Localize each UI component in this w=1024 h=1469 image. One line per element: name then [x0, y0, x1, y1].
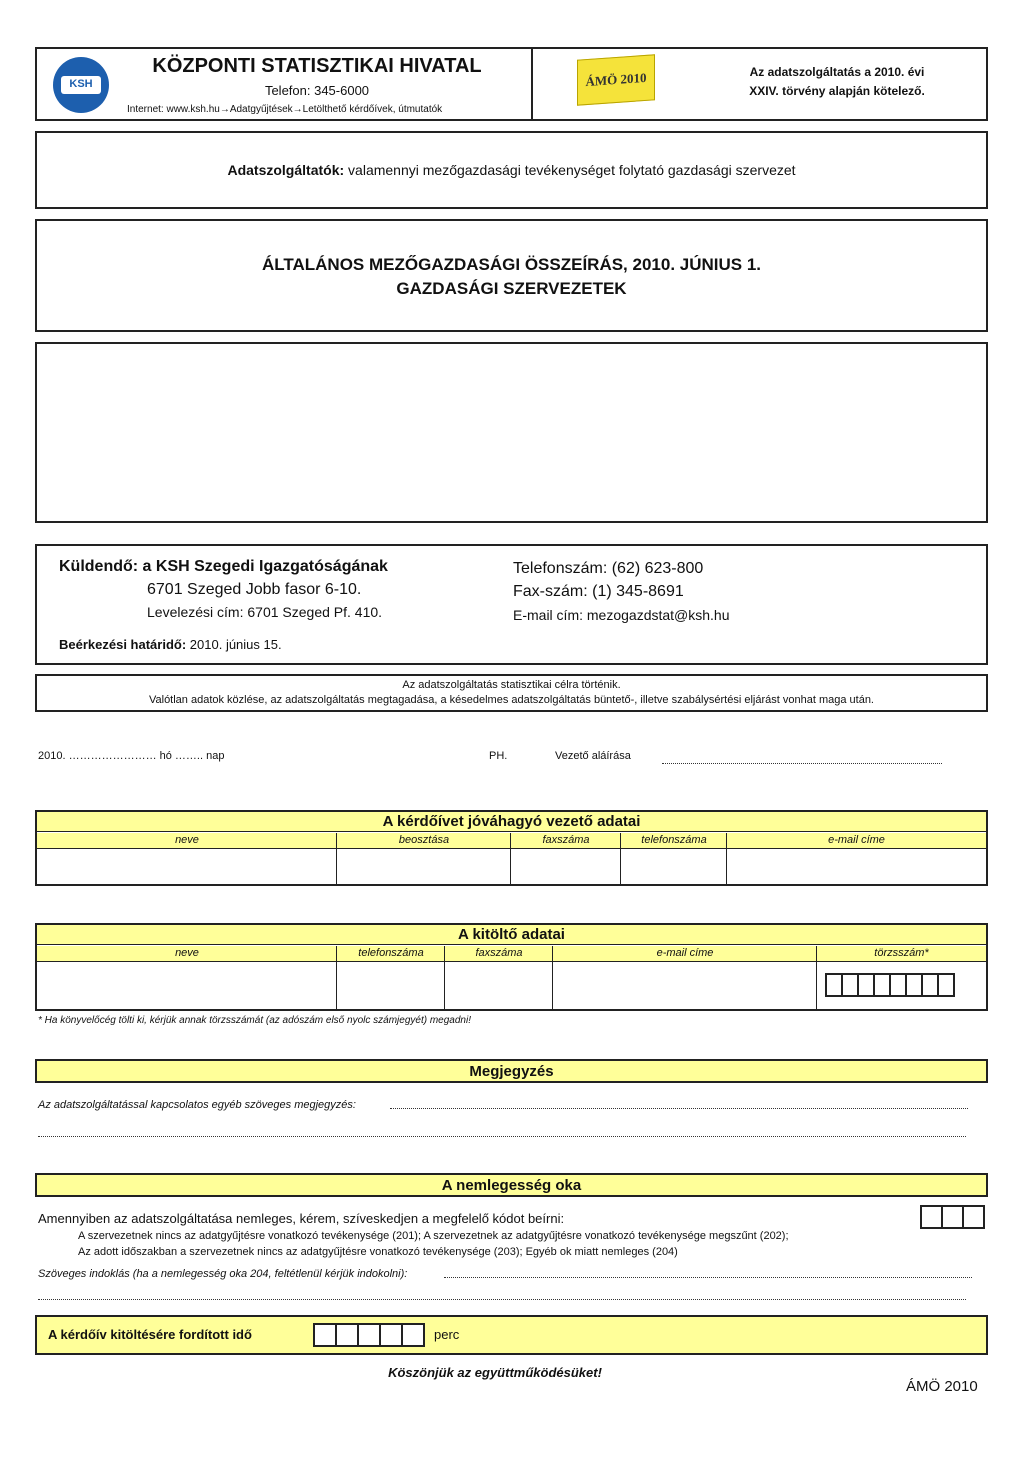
time-digit[interactable]	[335, 1323, 359, 1347]
deadline-label: Beérkezési határidő:	[59, 637, 187, 652]
remark-field-2[interactable]	[38, 1135, 966, 1137]
send-mail: Levelezési cím: 6701 Szeged Pf. 410.	[147, 604, 383, 620]
send-phone: Telefonszám: (62) 623-800	[513, 560, 704, 577]
filler-fax-field[interactable]	[445, 963, 552, 1009]
filler-col-fax: faxszáma	[475, 947, 523, 959]
time-label: A kérdőív kitöltésére fordított idő	[48, 1327, 252, 1342]
send-fax: Fax-szám: (1) 345-8691	[513, 583, 684, 600]
time-box	[35, 1315, 988, 1355]
legal-line1: Az adatszolgáltatás a 2010. évi	[749, 65, 925, 79]
providers-value: valamennyi mezőgazdasági tevékenységet folytató gazdasági szervezet	[348, 162, 796, 178]
filler-col-email: e-mail címe	[656, 947, 714, 959]
nil-reason-label: Szöveges indoklás (ha a nemlegesség oka 204, feltétlenül kérjük indokolni):	[38, 1268, 408, 1280]
approver-fax-field[interactable]	[511, 850, 620, 884]
nil-title: A nemlegesség oka	[441, 1177, 582, 1194]
nil-codes-line1: A szervezetnek nincs az adatgyűjtésre vonatkozó tevékenysége (201); A szervezetnek az adatgyűjtésre vonatkozó tevékenysége megszűnt (202);	[78, 1230, 789, 1242]
approver-col-fax: faxszáma	[542, 834, 590, 846]
thanks-text: Köszönjük az együttműködésüket!	[388, 1365, 602, 1380]
remark-title: Megjegyzés	[469, 1063, 554, 1080]
deadline	[59, 637, 282, 652]
providers-text	[37, 162, 986, 178]
legal-line2: XXIV. törvény alapján kötelező.	[749, 84, 925, 98]
remark-field-1[interactable]	[390, 1107, 968, 1109]
org-phone: Telefon: 345-6000	[264, 83, 370, 98]
regno-digit-boxes[interactable]	[827, 973, 955, 997]
sign-date[interactable]: 2010. …………………… hó …….. nap	[38, 750, 225, 762]
time-digit[interactable]	[401, 1323, 425, 1347]
filler-col-name: neve	[175, 947, 199, 959]
nil-reason-field-1[interactable]	[444, 1276, 972, 1278]
filler-title: A kitöltő adatai	[458, 926, 565, 943]
filler-email-field[interactable]	[553, 963, 816, 1009]
send-email: E-mail cím: mezogazdstat@ksh.hu	[513, 607, 730, 623]
notice-box	[35, 674, 988, 712]
approver-title-bar	[37, 812, 986, 832]
time-digit-boxes[interactable]	[315, 1323, 425, 1347]
remark-label: Az adatszolgáltatással kapcsolatos egyéb szöveges megjegyzés:	[38, 1099, 356, 1111]
approver-col-phone: telefonszáma	[641, 834, 707, 846]
time-unit: perc	[434, 1327, 460, 1342]
notice-line2: Valótlan adatok közlése, az adatszolgáltatás megtagadása, a késedelmes adatszolgáltatás büntető-, illetve szabálysértési eljárást vonhat maga után.	[148, 694, 874, 706]
filler-footnote: * Ha könyvelőcég tölti ki, kérjük annak törzsszámát (az adószám első nyolc számjegyét) megadni!	[38, 1015, 471, 1026]
sign-leader-label: Vezető aláírása	[555, 750, 631, 762]
amo-badge-text: ÁMÖ 2010	[585, 69, 647, 90]
signature-field[interactable]	[662, 760, 942, 764]
header-box	[35, 47, 988, 121]
title-box	[35, 219, 988, 332]
nil-instruction: Amennyiben az adatszolgáltatása nemleges, kérem, szíveskedjen a megfelelő kódot beírni:	[38, 1211, 565, 1226]
filler-title-bar	[37, 925, 986, 945]
time-digit[interactable]	[379, 1323, 403, 1347]
filler-col-phone: telefonszáma	[358, 947, 424, 959]
approver-table	[35, 810, 988, 886]
nil-code-digit[interactable]	[920, 1205, 943, 1229]
nil-code-digit[interactable]	[941, 1205, 964, 1229]
notice-line1: Az adatszolgáltatás statisztikai célra történik.	[402, 679, 621, 691]
org-internet: Internet: www.ksh.hu→Adatgyűjtések→Letölthető kérdőívek, útmutatók	[127, 104, 443, 115]
footer-code: ÁMÖ 2010	[906, 1378, 978, 1395]
approver-col-name: neve	[175, 834, 199, 846]
approver-email-field[interactable]	[727, 850, 986, 884]
nil-codes-line2: Az adott időszakban a szervezetnek nincs az adatgyűjtésre vonatkozó tevékenysége (203); Egyéb ok miatt nemleges (204)	[78, 1246, 678, 1258]
nil-code-boxes[interactable]	[922, 1205, 985, 1229]
filler-name-field[interactable]	[37, 963, 336, 1009]
time-digit[interactable]	[357, 1323, 381, 1347]
address-label-box[interactable]	[35, 342, 988, 523]
nil-reason-field-2[interactable]	[38, 1298, 966, 1300]
org-name: KÖZPONTI STATISZTIKAI HIVATAL	[152, 55, 482, 77]
approver-name-field[interactable]	[37, 850, 336, 884]
approver-col-position: beosztása	[398, 834, 450, 846]
amo-badge	[577, 54, 655, 105]
providers-label: Adatszolgáltatók:	[227, 162, 345, 178]
time-digit[interactable]	[313, 1323, 337, 1347]
filler-col-regno: törzsszám*	[874, 947, 929, 959]
send-label: Küldendő: a KSH Szegedi Igazgatóságának	[59, 558, 388, 575]
nil-title-bar	[35, 1173, 988, 1197]
ksh-logo-text: KSH	[69, 78, 93, 90]
approver-title: A kérdőívet jóváhagyó vezető adatai	[382, 813, 641, 830]
nil-code-digit[interactable]	[962, 1205, 985, 1229]
send-box	[35, 544, 988, 665]
sign-ph: PH.	[489, 750, 508, 762]
title-line2: GAZDASÁGI SZERVEZETEK	[396, 279, 627, 298]
approver-position-field[interactable]	[337, 850, 510, 884]
filler-table	[35, 923, 988, 1011]
deadline-value: 2010. június 15.	[189, 637, 282, 652]
send-address: 6701 Szeged Jobb fasor 6-10.	[147, 581, 362, 598]
remark-title-bar	[35, 1059, 988, 1083]
regno-digit[interactable]	[937, 973, 955, 997]
providers-box	[35, 131, 988, 209]
ksh-logo-icon	[53, 57, 109, 113]
approver-phone-field[interactable]	[621, 850, 726, 884]
title-line1: ÁLTALÁNOS MEZŐGAZDASÁGI ÖSSZEÍRÁS, 2010. JÚNIUS 1.	[261, 255, 762, 274]
filler-phone-field[interactable]	[337, 963, 444, 1009]
approver-col-email: e-mail címe	[828, 834, 885, 846]
